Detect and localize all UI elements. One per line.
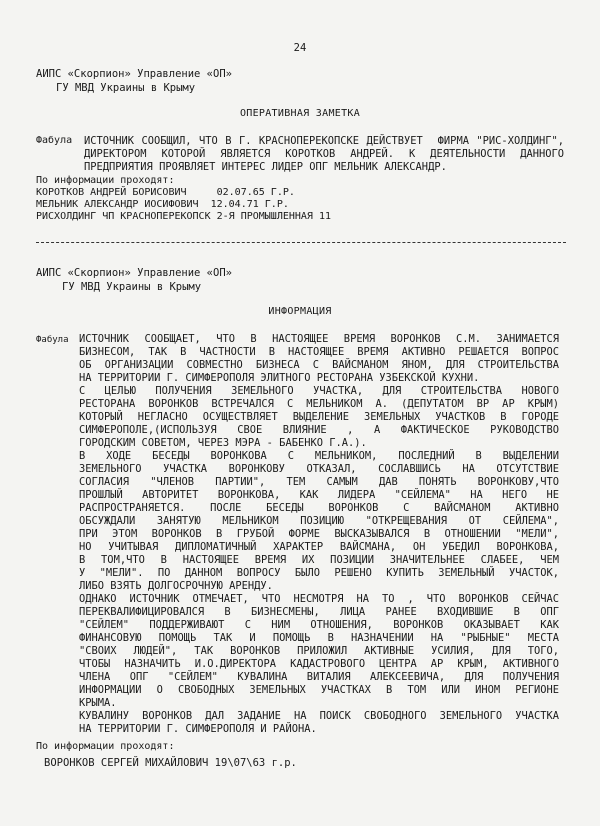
note2-body-line: ГОРОДСКИМ СОВЕТОМ, ЧЕРЕЗ МЭРА - БАБЕНКО Г.А.).	[79, 437, 367, 449]
note2-body-line: ОБ ОРГАНИЗАЦИИ СОВМЕСТНО БИЗНЕСА С ВАЙСМАНОМ ЯНОМ, ДЛЯ СТРОИТЕЛЬСТВА	[79, 359, 559, 371]
note2-body-line: ПРИ ЭТОМ ВОРОНКОВ В ГРУБОЙ ФОРМЕ ВЫСКАЗЫВАЛСЯ В ОТНОШЕНИИ "МЕЛИ",	[79, 528, 559, 540]
note2-body-line: СИМФЕРОПОЛЕ,(ИСПОЛЬЗУЯ СВОЕ ВЛИЯНИЕ , А ФАКТИЧЕСКОЕ РУКОВОДСТВО	[79, 424, 559, 436]
note2-body-line: ОДНАКО ИСТОЧНИК ОТМЕЧАЕТ, ЧТО НЕСМОТРЯ НА ТО , ЧТО ВОРОНКОВ СЕЙЧАС	[79, 593, 559, 605]
note1-fabula-line: ИСТОЧНИК СООБЩИЛ, ЧТО В Г. КРАСНОПЕРЕКОПСКЕ ДЕЙСТВУЕТ ФИРМА "РИС-ХОЛДИНГ",	[84, 135, 564, 147]
note1-person: КОРОТКОВ АНДРЕЙ БОРИСОВИЧ 02.07.65 Г.Р.	[36, 187, 295, 198]
note1-person: МЕЛЬНИК АЛЕКСАНДР ИОСИФОВИЧ 12.04.71 Г.Р.	[36, 199, 289, 210]
note2-fabula-label: Фабула	[36, 335, 69, 345]
note2-body-line: РАСПРОСТРАНЯЕТСЯ. ПОСЛЕ БЕСЕДЫ ВОРОНКОВ С ВАЙСМАНОМ АКТИВНО	[79, 502, 559, 514]
note2-body-line: ЧЛЕНА ОПГ "СЕЙЛЕМ" КУВАЛИНА ВИТАЛИЯ АЛЕКСЕЕВИЧА, ДЛЯ ПОЛУЧЕНИЯ	[79, 671, 559, 683]
note2-body-line: С ЦЕЛЬЮ ПОЛУЧЕНИЯ ЗЕМЕЛЬНОГО УЧАСТКА, ДЛЯ СТРОИТЕЛЬСТВА НОВОГО	[79, 385, 559, 397]
page-number: 24	[293, 42, 307, 54]
note2-body-line: НА ТЕРРИТОРИИ Г. СИМФЕРОПОЛЯ И РАЙОНА.	[79, 723, 317, 735]
note2-body-line: КРЫМА.	[79, 697, 117, 709]
note2-body-line: КУВАЛИНУ ВОРОНКОВ ДАЛ ЗАДАНИЕ НА ПОИСК СВОБОДНОГО ЗЕМЕЛЬНОГО УЧАСТКА	[79, 710, 559, 722]
note1-title: ОПЕРАТИВНАЯ ЗАМЕТКА	[239, 108, 361, 119]
note2-body-line: ЧТОБЫ НАЗНАЧИТЬ И.О.ДИРЕКТОРА КАДАСТРОВОГО ЦЕНТРА АР КРЫМ, АКТИВНОГО	[79, 658, 559, 670]
note2-body-line: ПРОШЛЫЙ АВТОРИТЕТ ВОРОНКОВА, КАК ЛИДЕРА "СЕЙЛЕМА" НА НЕГО НЕ	[79, 489, 559, 501]
note2-body-line: ОБСУЖДАЛИ ЗАНЯТУЮ МЕЛЬНИКОМ ПОЗИЦИЮ "ОТКРЕЩЕВАНИЯ ОТ СЕЙЛЕМА",	[79, 515, 559, 527]
note2-header-line1: АИПС «Скорпион» Управление «ОП»	[36, 267, 232, 279]
note2-body-line: ИСТОЧНИК СООБЩАЕТ, ЧТО В НАСТОЯЩЕЕ ВРЕМЯ ВОРОНКОВ С.М. ЗАНИМАЕТСЯ	[79, 333, 559, 345]
note1-header-line1: АИПС «Скорпион» Управление «ОП»	[36, 68, 232, 80]
note1-header-line2: ГУ МВД Украины в Крыму	[56, 82, 196, 94]
note2-body-line: В ТОМ,ЧТО В НАСТОЯЩЕЕ ВРЕМЯ ИХ ПОЗИЦИИ ЗНАЧИТЕЛЬНЕЕ СЛАБЕЕ, ЧЕМ	[79, 554, 559, 566]
note2-body-line: НА ТЕРРИТОРИИ Г. СИМФЕРОПОЛЯ ЭЛИТНОГО РЕСТОРАНА УЗБЕКСКОЙ КУХНИ.	[79, 372, 480, 384]
note1-person: РИСХОЛДИНГ ЧП КРАСНОПЕРЕКОПСК 2-Я ПРОМЫШЛЕННАЯ 11	[36, 211, 332, 222]
note2-body-line: "СЕЙЛЕМ" ПОДДЕРЖИВАЮТ С НИМ ОТНОШЕНИЯ, ВОРОНКОВ ОКАЗЫВАЕТ КАК	[79, 619, 559, 631]
note2-body-line: КОТОРЫЙ НЕГЛАСНО ОСУЩЕСТВЛЯЕТ ВЫДЕЛЕНИЕ ЗЕМЕЛЬНЫХ УЧАСТКОВ В ГОРОДЕ	[79, 411, 559, 423]
note1-fabula-line: ДИРЕКТОРОМ КОТОРОЙ ЯВЛЯЕТСЯ КОРОТКОВ АНДРЕЙ. К ДЕЯТЕЛЬНОСТИ ДАННОГО	[84, 148, 564, 160]
note2-body-line: ИНФОРМАЦИИ О СВОБОДНЫХ ЗЕМЕЛЬНЫХ УЧАСТКАХ В ТОМ ИЛИ ИНОМ РЕГИОНЕ	[79, 684, 559, 696]
note2-title: ИНФОРМАЦИЯ	[268, 306, 332, 317]
note1-fabula-label: Фабула	[36, 135, 73, 146]
note2-body-line: В ХОДЕ БЕСЕДЫ ВОРОНКОВА С МЕЛЬНИКОМ, ПОСЛЕДНИЙ В ВЫДЕЛЕНИИ	[79, 450, 559, 462]
note2-body-line: ЗЕМЕЛЬНОГО УЧАСТКА ВОРОНКОВУ ОТКАЗАЛ, СОСЛАВШИСЬ НА ОТСУТСТВИЕ	[79, 463, 559, 475]
note2-header-line2: ГУ МВД Украины в Крыму	[62, 281, 202, 293]
note2-body-line: СОГЛАСИЯ "ЧЛЕНОВ ПАРТИИ", ТЕМ САМЫМ ДАВ ПОНЯТЬ ВОРОНКОВУ,ЧТО	[79, 476, 559, 488]
note1-info-label: По информации проходят:	[36, 175, 175, 186]
note2-body-line: НО УЧИТЫВАЯ ДИПЛОМАТИЧНЫЙ ХАРАКТЕР ВАЙСМАНА, ОН УБЕДИЛ ВОРОНКОВА,	[79, 541, 559, 553]
note2-body-line: ПЕРЕКВАЛИФИЦИРОВАЛСЯ В БИЗНЕСМЕНЫ, ЛИЦА РАНЕЕ ВХОДИВШИЕ В ОПГ	[79, 606, 559, 618]
note2-body-line: ФИНАНСОВУЮ ПОМОЩЬ ТАК И ПОМОЩЬ В НАЗНАЧЕНИИ НА "РЫБНЫЕ" МЕСТА	[79, 632, 559, 644]
note2-body-line: "СВОИХ ЛЮДЕЙ", ТАК ВОРОНКОВ ПРИЛОЖИЛ АКТИВНЫЕ УСИЛИЯ, ДЛЯ ТОГО,	[79, 645, 559, 657]
note2-body-line: ЛИБО ВЗЯТЬ ДОЛГОСРОЧНУЮ АРЕНДУ.	[79, 580, 273, 592]
note2-body-line: У "МЕЛИ". ПО ДАННОМ ВОПРОСУ БЫЛО РЕШЕНО КУПИТЬ ЗЕМЕЛЬНЫЙ УЧАСТОК,	[79, 567, 559, 579]
note2-body-line: РЕСТОРАНА ВОРОНКОВ ВСТРЕЧАЛСЯ С МЕЛЬНИКОМ А. (ДЕПУТАТОМ ВР АР КРЫМ)	[79, 398, 559, 410]
separator-dashed-line	[36, 242, 566, 243]
note1-fabula-line: ПРЕДПРИЯТИЯ ПРОЯВЛЯЕТ ИНТЕРЕС ЛИДЕР ОПГ МЕЛЬНИК АЛЕКСАНДР.	[84, 161, 447, 173]
note2-body-line: БИЗНЕСОМ, ТАК В ЧАСТНОСТИ В НАСТОЯЩЕЕ ВРЕМЯ АКТИВНО РЕШАЕТСЯ ВОПРОС	[79, 346, 559, 358]
note2-person: ВОРОНКОВ СЕРГЕЙ МИХАЙЛОВИЧ 19\07\63 г.р.	[44, 757, 297, 769]
note2-info-label: По информации проходят:	[36, 741, 175, 752]
